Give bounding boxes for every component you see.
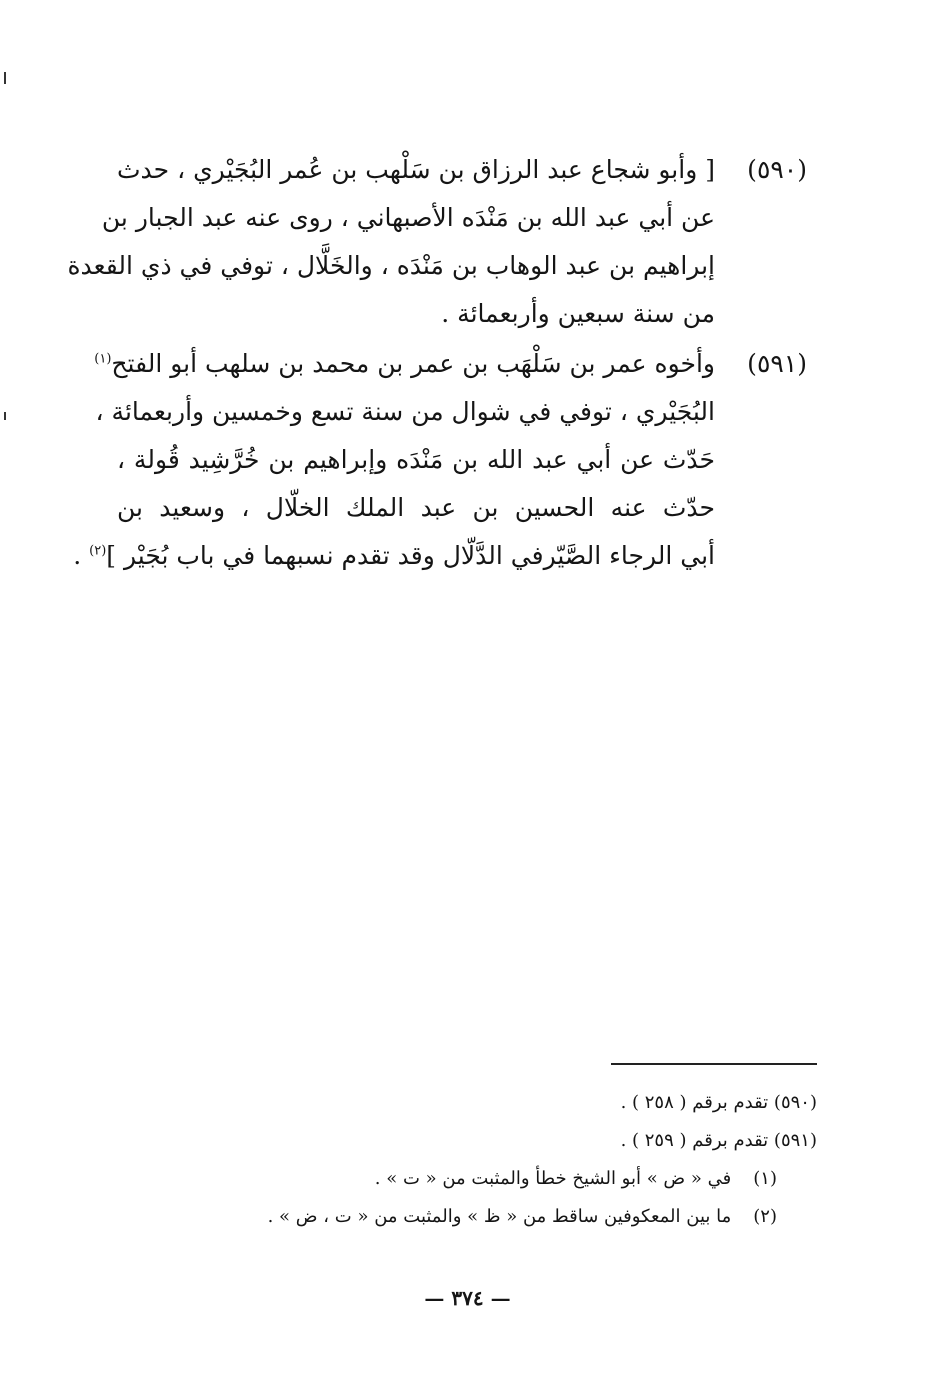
entry-line <box>94 340 715 388</box>
entry-line: حَدّث عن أبي عبد الله بن مَنْدَه وإبراهيم بن خُرَّشِيد قُولة ، <box>117 445 715 474</box>
footnote-text: ما بين المعكوفين ساقط من « ظ » والمثبت من « ت ، ض » . <box>267 1206 732 1227</box>
footnote-number: (١) <box>753 1168 777 1189</box>
footnote-item <box>177 1084 817 1122</box>
scan-edge-mark <box>4 412 6 420</box>
page-number: — ٣٧٤ — <box>424 1286 511 1310</box>
footnote-reference: (٢) <box>89 543 107 559</box>
entry-number: (٥٩٠) <box>747 155 807 184</box>
entry-line-text: أبي الرجاء الصَّيّرفي الدَّلّال وقد تقدم نسبهما في باب بُجَيْر ] <box>106 541 715 570</box>
footnotes <box>177 1084 817 1236</box>
entry-line <box>73 532 715 580</box>
entry-line: إبراهيم بن عبد الوهاب بن مَنْدَه ، والخَلَّال ، توفي في ذي القعدة <box>67 251 715 280</box>
footnote-text: تقدم برقم ( ٢٥٩ ) . <box>620 1130 769 1151</box>
entry-line: [ وأبو شجاع عبد الرزاق بن سَلْهب بن عُمر البُجَيْري ، حدث <box>117 155 715 184</box>
entry-line: البُجَيْري ، توفي في شوال من سنة تسع وخمسين وأربعمائة ، <box>95 397 715 426</box>
entry-line: حدّث عنه الحسين بن عبد الملك الخلّال ، وسعيد بن <box>117 493 715 522</box>
footnote-item <box>177 1198 777 1236</box>
scan-edge-mark <box>4 72 6 84</box>
footnote-text: في « ض » أبو الشيخ خطأ والمثبت من « ت » . <box>374 1168 732 1189</box>
entry-line: عن أبي عبد الله بن مَنْدَه الأصبهاني ، روى عنه عبد الجبار بن <box>101 203 715 232</box>
footnote-number: (٥٩١) <box>773 1130 817 1151</box>
footnote-separator <box>611 1063 817 1065</box>
entry-line-text: وأخوه عمر بن سَلْهَب بن عمر بن محمد بن سلهب أبو الفتح <box>111 349 715 378</box>
footnote-reference: (١) <box>94 351 112 367</box>
footnote-item <box>177 1160 777 1198</box>
footnote-number: (٥٩٠) <box>773 1092 817 1113</box>
entry-590 <box>67 146 807 338</box>
entry-number: (٥٩١) <box>747 349 807 378</box>
entry-591 <box>73 340 807 580</box>
entry-line: من سنة سبعين وأربعمائة . <box>441 299 715 328</box>
entry-line-tail: . <box>73 541 82 570</box>
footnote-text: تقدم برقم ( ٢٥٨ ) . <box>620 1092 769 1113</box>
footnote-item <box>177 1122 817 1160</box>
footnote-number: (٢) <box>753 1206 777 1227</box>
